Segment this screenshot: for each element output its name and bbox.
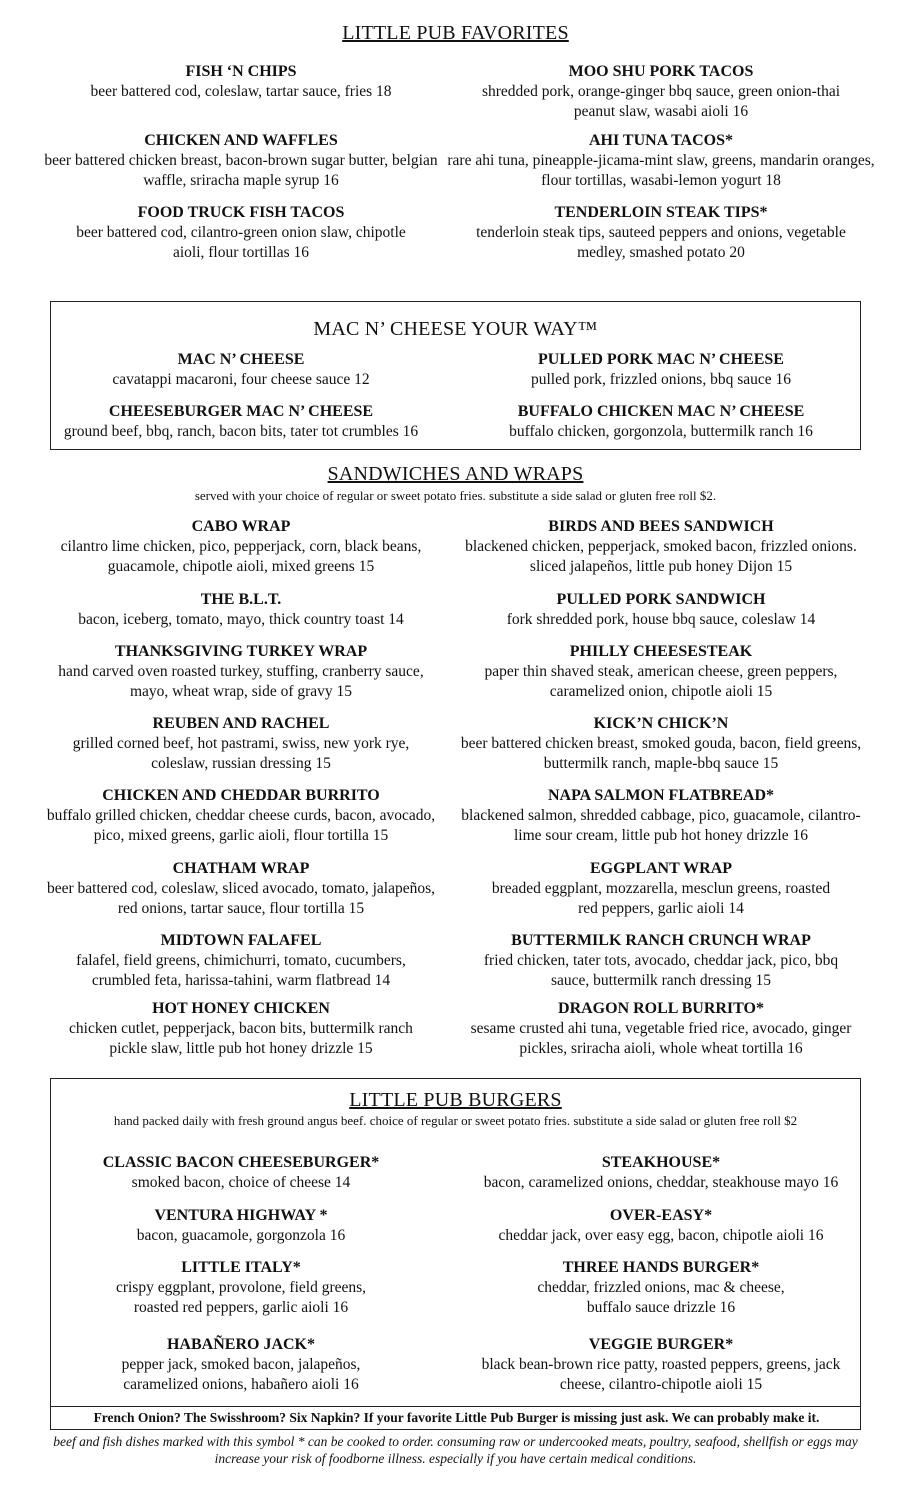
item-name: THANKSGIVING TURKEY WRAP — [114, 643, 368, 660]
item-desc: beer battered chicken breast, smoked gouda, bacon, field greens, buttermilk ranch, maple-bbq sauce 15 — [460, 735, 862, 772]
item-desc: cavatappi macaroni, four cheese sauce 12 — [112, 371, 370, 388]
menu-item — [446, 859, 876, 919]
item-name: BUTTERMILK RANCH CRUNCH WRAP — [511, 932, 811, 949]
menu-item — [26, 859, 456, 919]
item-name: THREE HANDS BURGER* — [562, 1259, 760, 1276]
item-desc: fried chicken, tater tots, avocado, cheddar jack, pico, bbq sauce, buttermilk ranch dressing 15 — [483, 952, 839, 989]
item-name: HABAÑERO JACK* — [166, 1336, 315, 1353]
item-desc: shredded pork, orange-ginger bbq sauce, green onion-thai peanut slaw, wasabi aioli 16 — [481, 83, 841, 120]
item-name: LITTLE ITALY* — [181, 1259, 301, 1276]
menu-item — [26, 1258, 456, 1318]
sandwiches-title: SANDWICHES AND WRAPS — [327, 463, 584, 485]
item-name: PHILLY CHEESESTEAK — [569, 643, 753, 660]
item-desc: pulled pork, frizzled onions, bbq sauce 16 — [531, 371, 791, 388]
menu-item — [446, 1258, 876, 1318]
burgers-title: LITTLE PUB BURGERS — [349, 1089, 562, 1111]
item-name: CHICKEN AND CHEDDAR BURRITO — [102, 787, 380, 804]
menu-item — [26, 1206, 456, 1246]
menu-item — [26, 131, 456, 191]
item-desc: bacon, caramelized onions, cheddar, steakhouse mayo 16 — [483, 1174, 839, 1191]
menu-item — [26, 590, 456, 630]
item-name: VEGGIE BURGER* — [588, 1336, 734, 1353]
item-name: STEAKHOUSE* — [601, 1154, 721, 1171]
burgers-subtitle: hand packed daily with fresh ground angus beef. choice of regular or sweet potato fries. substitute a side salad or gluten free roll $2 — [113, 1113, 798, 1128]
item-desc: pepper jack, smoked bacon, jalapeños, caramelized onions, habañero aioli 16 — [121, 1356, 361, 1393]
item-name: HOT HONEY CHICKEN — [152, 1000, 330, 1017]
item-desc: blackened chicken, pepperjack, smoked bacon, frizzled onions. sliced jalapeños, little pub honey Dijon 15 — [465, 538, 857, 575]
item-desc: ground beef, bbq, ranch, bacon bits, tater tot crumbles 16 — [63, 423, 419, 440]
item-name: CHEESEBURGER MAC N’ CHEESE — [108, 403, 374, 420]
menu-item — [26, 999, 456, 1059]
menu-item — [26, 786, 456, 846]
item-desc: bacon, guacamole, gorgonzola 16 — [136, 1227, 346, 1244]
item-name: MAC N’ CHEESE — [177, 351, 305, 368]
menu-item — [446, 402, 876, 442]
menu-item — [446, 642, 876, 702]
item-desc: breaded eggplant, mozzarella, mesclun greens, roasted red peppers, garlic aioli 14 — [491, 880, 831, 917]
item-desc: crispy eggplant, provolone, field greens, roasted red peppers, garlic aioli 16 — [115, 1279, 367, 1316]
item-desc: buffalo grilled chicken, cheddar cheese curds, bacon, avocado, pico, mixed greens, garlic aioli, flour tortilla 15 — [46, 807, 436, 844]
menu-item — [26, 62, 456, 102]
item-desc: cheddar, frizzled onions, mac & cheese, buffalo sauce drizzle 16 — [537, 1279, 785, 1316]
menu-item — [446, 714, 876, 774]
item-desc: tenderloin steak tips, sauteed peppers and onions, vegetable medley, smashed potato 20 — [476, 224, 846, 261]
menu-item — [26, 1335, 456, 1395]
item-desc: bacon, iceberg, tomato, mayo, thick country toast 14 — [78, 611, 404, 628]
item-name: CHATHAM WRAP — [172, 860, 310, 877]
item-name: CLASSIC BACON CHEESEBURGER* — [102, 1154, 380, 1171]
item-desc: grilled corned beef, hot pastrami, swiss, new york rye, coleslaw, russian dressing 15 — [72, 735, 410, 772]
item-name: PULLED PORK MAC N’ CHEESE — [538, 351, 784, 368]
item-name: KICK’N CHICK’N — [593, 715, 729, 732]
item-desc: chicken cutlet, pepperjack, bacon bits, buttermilk ranch pickle slaw, little pub hot honey drizzle 15 — [69, 1020, 413, 1057]
item-name: CHICKEN AND WAFFLES — [144, 132, 338, 149]
item-desc: beer battered cod, coleslaw, tartar sauce, fries 18 — [90, 83, 392, 100]
menu-item — [446, 203, 876, 263]
item-name: TENDERLOIN STEAK TIPS* — [554, 204, 768, 221]
menu-item — [446, 62, 876, 122]
menu-item — [26, 931, 456, 991]
item-desc: sesame crusted ahi tuna, vegetable fried rice, avocado, ginger pickles, sriracha aioli, whole wheat tortilla 16 — [470, 1020, 852, 1057]
menu-item — [446, 131, 876, 191]
menu-item — [446, 1206, 876, 1246]
menu-item — [26, 642, 456, 702]
item-desc: falafel, field greens, chimichurri, tomato, cucumbers, crumbled feta, harissa-tahini, warm flatbread 14 — [76, 952, 406, 989]
item-name: REUBEN AND RACHEL — [152, 715, 330, 732]
item-name: THE B.L.T. — [200, 591, 282, 608]
item-desc: cheddar jack, over easy egg, bacon, chipotle aioli 16 — [498, 1227, 824, 1244]
menu-item — [26, 714, 456, 774]
item-desc: paper thin shaved steak, american cheese, green peppers, caramelized onion, chipotle aioli 15 — [484, 663, 838, 700]
item-desc: fork shredded pork, house bbq sauce, coleslaw 14 — [506, 611, 816, 628]
item-name: FISH ‘N CHIPS — [185, 63, 297, 80]
favorites-title: LITTLE PUB FAVORITES — [342, 22, 569, 44]
item-desc: beer battered cod, cilantro-green onion slaw, chipotle aioli, flour tortillas 16 — [76, 224, 406, 261]
menu-item — [446, 590, 876, 630]
menu-item — [446, 1153, 876, 1193]
food-safety-disclaimer: beef and fish dishes marked with this symbol * can be cooked to order. consuming raw or undercooked meats, poultry, seafood, shellfish or eggs may increase your risk of foodborne illness. especially if you have certain medical conditions. — [53, 1434, 858, 1466]
menu-item — [446, 1335, 876, 1395]
menu-item — [26, 517, 456, 577]
menu-item — [446, 786, 876, 846]
item-name: DRAGON ROLL BURRITO* — [558, 1000, 764, 1017]
menu-item — [26, 350, 456, 390]
sandwiches-subtitle: served with your choice of regular or sweet potato fries. substitute a side salad or gluten free roll $2. — [194, 488, 717, 503]
item-name: EGGPLANT WRAP — [589, 860, 733, 877]
missing-burger-note: French Onion? The Swisshroom? Six Napkin? If your favorite Little Pub Burger is missing just ask. We can probably make it. — [93, 1410, 820, 1425]
item-desc: buffalo chicken, gorgonzola, buttermilk ranch 16 — [509, 423, 813, 440]
item-desc: cilantro lime chicken, pico, pepperjack, corn, black beans, guacamole, chipotle aioli, mixed greens 15 — [60, 538, 422, 575]
item-name: MIDTOWN FALAFEL — [160, 932, 322, 949]
item-desc: hand carved oven roasted turkey, stuffing, cranberry sauce, mayo, wheat wrap, side of gravy 15 — [58, 663, 424, 700]
item-name: NAPA SALMON FLATBREAD* — [547, 787, 775, 804]
item-desc: beer battered cod, coleslaw, sliced avocado, tomato, jalapeños, red onions, tartar sauce, flour tortilla 15 — [46, 880, 436, 917]
item-name: BIRDS AND BEES SANDWICH — [548, 518, 774, 535]
menu-item — [446, 999, 876, 1059]
item-name: VENTURA HIGHWAY * — [154, 1207, 328, 1224]
menu-item — [446, 931, 876, 991]
item-name: CABO WRAP — [191, 518, 291, 535]
item-name: OVER-EASY* — [609, 1207, 713, 1224]
item-name: PULLED PORK SANDWICH — [556, 591, 766, 608]
item-desc: rare ahi tuna, pineapple-jicama-mint slaw, greens, mandarin oranges, flour tortillas, wasabi-lemon yogurt 18 — [447, 152, 875, 189]
item-desc: black bean-brown rice patty, roasted peppers, greens, jack cheese, cilantro-chipotle aioli 15 — [481, 1356, 841, 1393]
item-name: AHI TUNA TACOS* — [588, 132, 734, 149]
item-name: BUFFALO CHICKEN MAC N’ CHEESE — [517, 403, 805, 420]
menu-item — [446, 517, 876, 577]
menu-item — [26, 203, 456, 263]
mac-title: MAC N’ CHEESE YOUR WAY™ — [313, 318, 598, 340]
item-name: FOOD TRUCK FISH TACOS — [137, 204, 345, 221]
item-desc: smoked bacon, choice of cheese 14 — [131, 1174, 351, 1191]
item-desc: beer battered chicken breast, bacon-brown sugar butter, belgian waffle, sriracha maple syrup 16 — [44, 152, 438, 189]
item-desc: blackened salmon, shredded cabbage, pico, guacamole, cilantro-lime sour cream, little pub hot honey drizzle 16 — [461, 807, 861, 844]
menu-item — [26, 1153, 456, 1193]
menu-item — [26, 402, 456, 442]
item-name: MOO SHU PORK TACOS — [568, 63, 754, 80]
menu-item — [446, 350, 876, 390]
